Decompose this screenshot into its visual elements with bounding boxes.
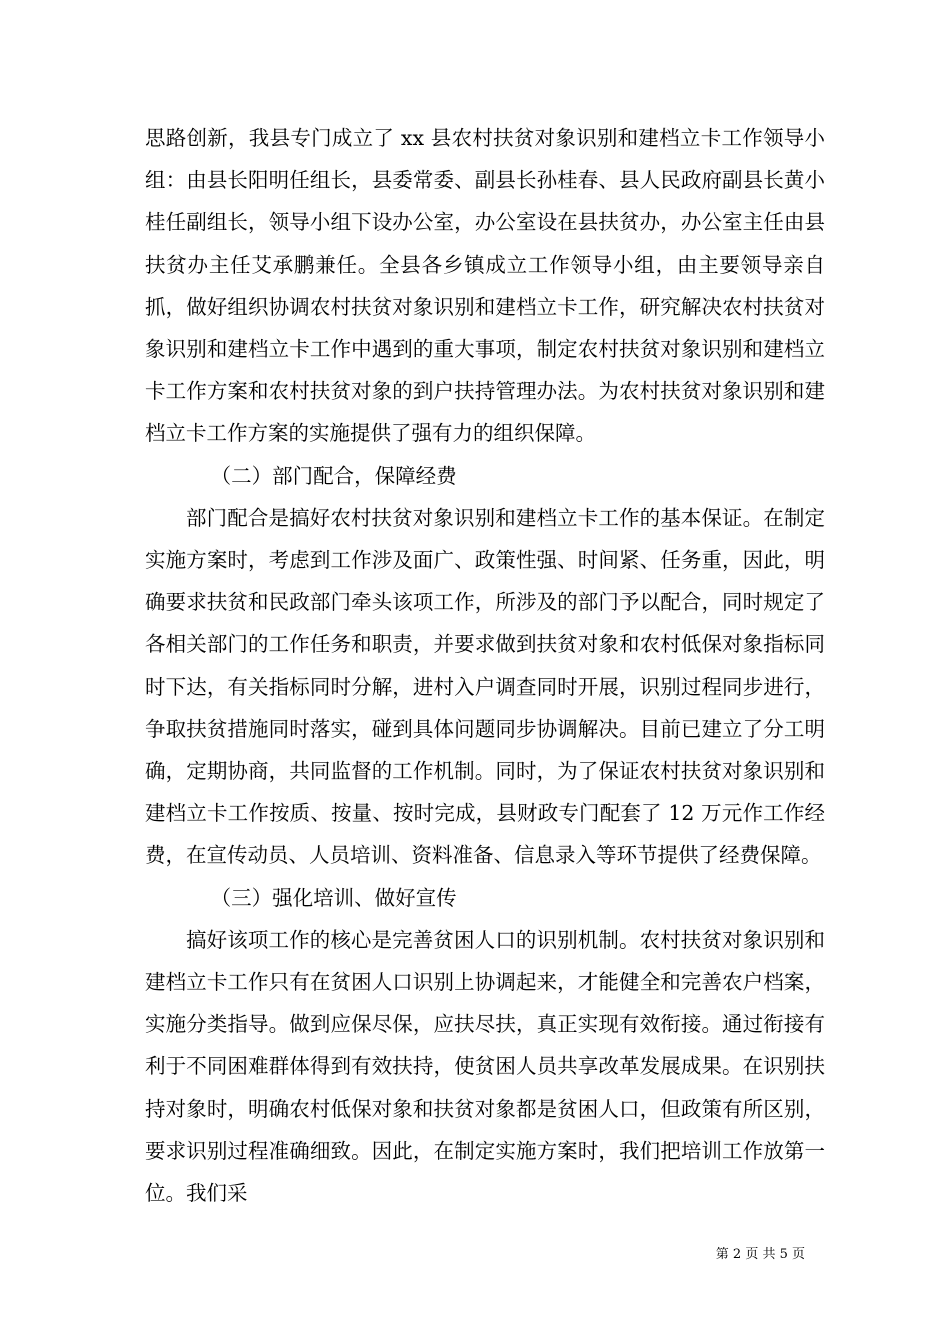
- paragraph-org-leadership: 思路创新，我县专门成立了 xx 县农村扶贫对象识别和建档立卡工作领导小组：由县长阳明任组长，县委常委、副县长孙桂春、县人民政府副县长黄小桂任副组长，领导小组下设办公室，办公室设在县扶贫办，办公室主任由县扶贫办主任艾承鹏兼任。全县各乡镇成立工作领导小组，由主要领导亲自抓，做好组织协调农村扶贫对象识别和建档立卡工作，研究解决农村扶贫对象识别和建档立卡工作中遇到的重大事项，制定农村扶贫对象识别和建档立卡工作方案和农村扶贫对象的到户扶持管理办法。为农村扶贫对象识别和建档立卡工作方案的实施提供了强有力的组织保障。: [145, 126, 825, 446]
- document-body: [145, 117, 825, 1214]
- section-heading-training-publicity: （三）强化培训、做好宣传: [210, 885, 457, 910]
- page-number-footer: 第 2 页 共 5 页: [715, 1247, 805, 1262]
- paragraph-department-cooperation: 部门配合是搞好农村扶贫对象识别和建档立卡工作的基本保证。在制定实施方案时，考虑到工作涉及面广、政策性强、时间紧、任务重，因此，明确要求扶贫和民政部门牵头该项工作，所涉及的部门予以配合，同时规定了各相关部门的工作任务和职责，并要求做到扶贫对象和农村低保对象指标同时下达，有关指标同时分解，进村入户调查同时开展，识别过程同步进行，争取扶贫措施同时落实，碰到具体问题同步协调解决。目前已建立了分工明确，定期协商，共同监督的工作机制。同时，为了保证农村扶贫对象识别和建档立卡工作按质、按量、按时完成，县财政专门配套了 12 万元作工作经费，在宣传动员、人员培训、资料准备、信息录入等环节提供了经费保障。: [145, 505, 825, 868]
- section-heading-department-cooperation: （二）部门配合，保障经费: [210, 463, 457, 488]
- paragraph-training-publicity: 搞好该项工作的核心是完善贫困人口的识别机制。农村扶贫对象识别和建档立卡工作只有在贫困人口识别上协调起来，才能健全和完善农户档案，实施分类指导。做到应保尽保，应扶尽扶，真正实现有效衔接。通过衔接有利于不同困难群体得到有效扶持，使贫困人员共享改革发展成果。在识别扶持对象时，明确农村低保对象和扶贫对象都是贫困人口，但政策有所区别，要求识别过程准确细致。因此，在制定实施方案时，我们把培训工作放第一位。我们采: [145, 927, 825, 1206]
